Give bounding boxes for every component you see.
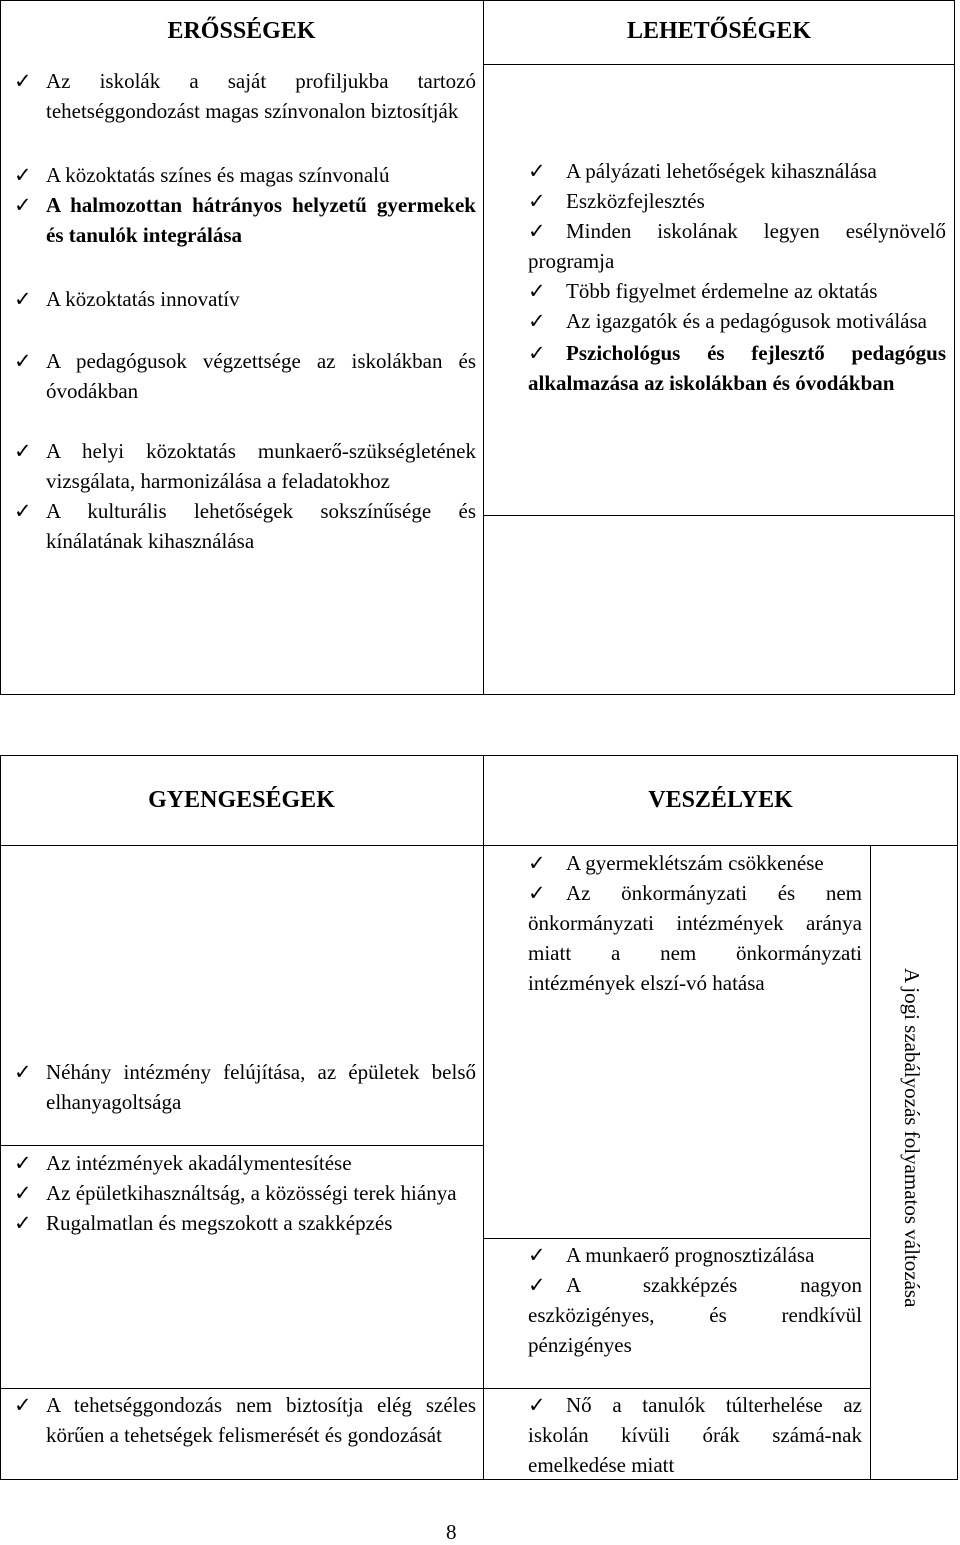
check-icon: ✓ [14, 349, 32, 373]
strength-item: ✓ A közoktatás innovatív [8, 284, 476, 314]
strength-item: ✓ A halmozottan hátrányos helyzetű gyermekek és tanulók integrálása [8, 190, 476, 250]
top-right-bottom-rule [483, 515, 955, 516]
check-icon: ✓ [528, 279, 546, 303]
bottom-header-rule [0, 845, 958, 846]
check-icon: ✓ [14, 1181, 32, 1205]
threat-item: ✓ Nő a tanulók túlterhelése az iskolán kívüli órák számá-nak emelkedése miatt [528, 1390, 862, 1480]
threats-title: VESZÉLYEK [648, 787, 793, 813]
threat-rule [483, 1238, 870, 1239]
threat-item: ✓ A munkaerő prognosztizálása [528, 1240, 862, 1270]
threat-item: ✓ Az önkormányzati és nem önkormányzati intézmények aránya miatt a nem önkormányzati intézmények elszí-vó hatása [528, 878, 862, 998]
threat-item: ✓ A szakképzés nagyon eszközigényes, és rendkívül pénzigényes [528, 1270, 862, 1360]
check-icon: ✓ [528, 189, 546, 213]
strength-item: ✓ Az iskolák a saját profiljukba tartozó tehetséggondozást magas színvonalon biztosítják [8, 66, 476, 126]
check-icon: ✓ [14, 1151, 32, 1175]
check-icon: ✓ [528, 309, 546, 333]
opportunity-item: ✓ Minden iskolának legyen esélynövelő programja [528, 216, 946, 276]
check-icon: ✓ [528, 159, 546, 183]
threat-vertical-text: A jogi szabályozás folyamatos változása [900, 968, 924, 1308]
weakness-item: ✓ Az intézmények akadálymentesítése [8, 1148, 476, 1178]
opportunity-item: ✓ Eszközfejlesztés [528, 186, 946, 216]
strengths-column [8, 66, 476, 556]
strength-item: ✓ A kulturális lehetőségek sokszínűsége és kínálatának kihasználása [8, 496, 476, 556]
weaknesses-block-3 [8, 1390, 476, 1450]
threats-block-2 [528, 1240, 862, 1360]
threat-item: ✓ A gyermeklétszám csökkenése [528, 848, 862, 878]
top-table-divider [483, 0, 484, 695]
opportunity-item: ✓ A pályázati lehetőségek kihasználása [528, 156, 946, 186]
check-icon: ✓ [14, 1060, 32, 1084]
check-icon: ✓ [528, 341, 546, 365]
check-icon: ✓ [528, 1243, 546, 1267]
opportunity-item: ✓ Több figyelmet érdemelne az oktatás [528, 276, 946, 306]
opportunities-title: LEHETŐSÉGEK [626, 18, 812, 44]
opportunity-item: ✓ Az igazgatók és a pedagógusok motiválása [528, 306, 946, 336]
check-icon: ✓ [14, 439, 32, 463]
check-icon: ✓ [14, 193, 32, 217]
check-icon: ✓ [14, 69, 32, 93]
opportunity-item: ✓ Pszichológus és fejlesztő pedagógus alkalmazása az iskolákban és óvodákban [528, 338, 946, 398]
check-icon: ✓ [528, 881, 546, 905]
top-header-rule-right [483, 64, 955, 65]
strength-item: ✓ A helyi közoktatás munkaerő-szükségletének vizsgálata, harmonizálása a feladatokhoz [8, 436, 476, 496]
threats-block-1 [528, 848, 862, 998]
weakness-rule [0, 1388, 483, 1389]
weaknesses-block-2 [8, 1148, 476, 1238]
bottom-table-divider [483, 755, 484, 1480]
strength-item: ✓ A közoktatás színes és magas színvonalú [8, 160, 476, 190]
page-number: 8 [446, 1520, 457, 1544]
check-icon: ✓ [14, 499, 32, 523]
check-icon: ✓ [14, 163, 32, 187]
weakness-item: ✓ A tehetséggondozás nem biztosítja elég széles körűen a tehetségek felismerését és gondozását [8, 1390, 476, 1450]
threats-block-3 [528, 1390, 862, 1480]
check-icon: ✓ [14, 287, 32, 311]
check-icon: ✓ [528, 851, 546, 875]
threats-vertical-divider [870, 845, 871, 1480]
weakness-rule [0, 1145, 483, 1146]
weaknesses-title: GYENGESÉGEK [148, 787, 335, 813]
check-icon: ✓ [528, 1393, 546, 1417]
check-icon: ✓ [14, 1393, 32, 1417]
strengths-title: ERŐSSÉGEK [167, 18, 316, 44]
opportunities-column [528, 156, 946, 398]
weaknesses-block-1 [8, 1057, 476, 1117]
weakness-item: ✓ Rugalmatlan és megszokott a szakképzés [8, 1208, 476, 1238]
weakness-item: ✓ Az épületkihasználtság, a közösségi terek hiánya [8, 1178, 476, 1208]
weakness-item: ✓ Néhány intézmény felújítása, az épületek belső elhanyagoltsága [8, 1057, 476, 1117]
check-icon: ✓ [528, 1273, 546, 1297]
check-icon: ✓ [528, 219, 546, 243]
threat-rule [483, 1388, 870, 1389]
check-icon: ✓ [14, 1211, 32, 1235]
strength-item: ✓ A pedagógusok végzettsége az iskolákban és óvodákban [8, 346, 476, 406]
